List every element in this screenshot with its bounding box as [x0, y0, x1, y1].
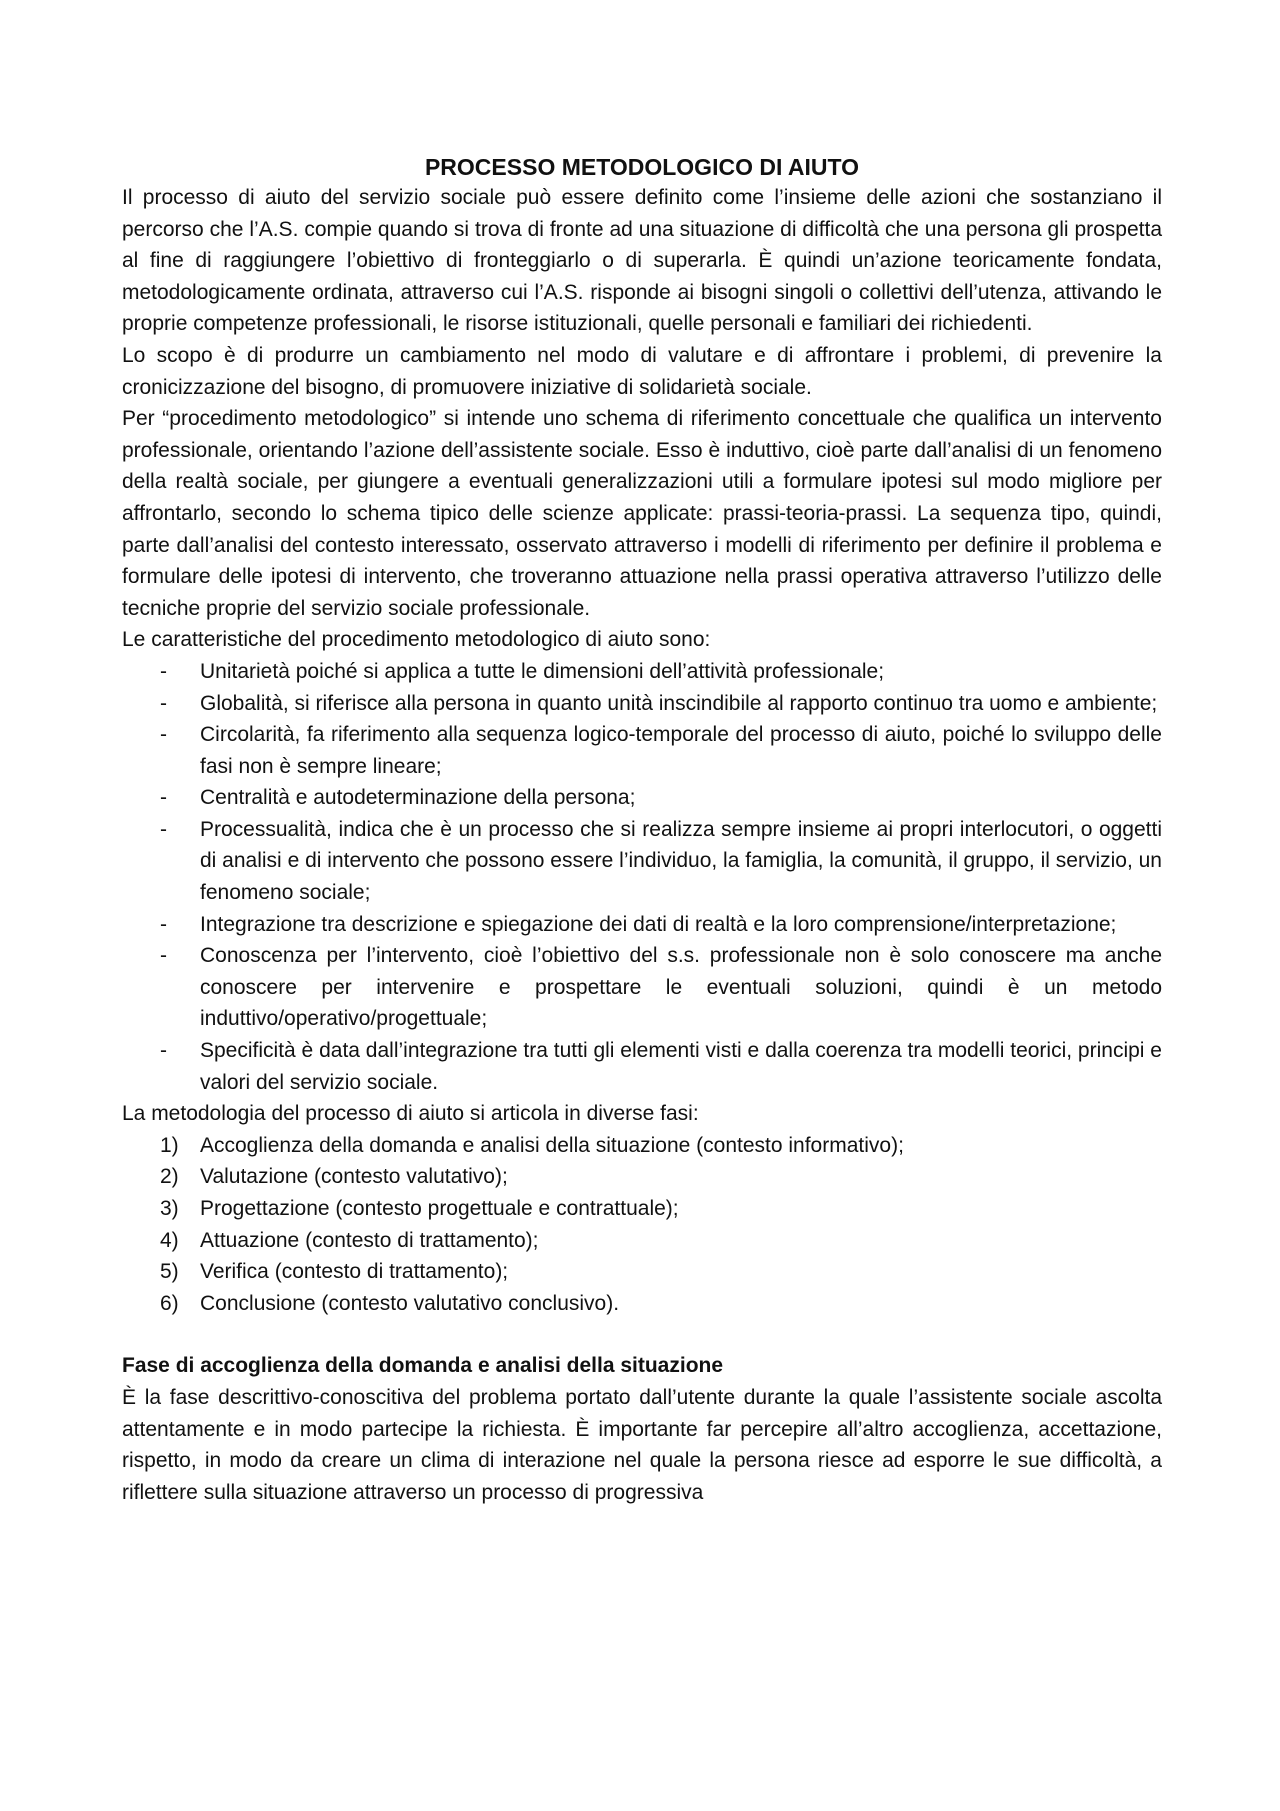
phase-item	[122, 1193, 1162, 1225]
phase-item	[122, 1256, 1162, 1288]
paragraph-definition: Il processo di aiuto del servizio sociale può essere definito come l’insieme delle azioni che sostanziano il percorso che l’A.S. compie quando si trova di fronte ad una situazione di difficoltà che una persona gli prospetta al fine di raggiungere l’obiettivo di fronteggiarlo o di superarla. È quindi un’azione teoricamente fondata, metodologicamente ordinata, attraverso cui l’A.S. risponde ai bisogni singoli o collettivi dell’utenza, attivando le proprie competenze professionali, le risorse istituzionali, quelle personali e familiari dei richiedenti.	[122, 186, 1162, 336]
list-item	[122, 688, 1162, 720]
phase-item	[122, 1288, 1162, 1320]
list-item-text: Integrazione tra descrizione e spiegazione dei dati di realtà e la loro comprensione/interpretazione;	[200, 912, 1117, 936]
section-paragraph: È la fase descrittivo-conoscitiva del problema portato dall’utente durante la quale l’assistente sociale ascolta attentamente e in modo partecipe la richiesta. È importante far percepire all’altro accoglienza, accettazione, rispetto, in modo da creare un clima di interazione nel quale la persona riesce ad esporre le sue difficoltà, a riflettere sulla situazione attraverso un processo di progressiva	[122, 1385, 1162, 1504]
dash-bullet: -	[160, 817, 167, 841]
characteristics-list	[122, 656, 1162, 1098]
list-item	[122, 1035, 1162, 1098]
list-item	[122, 782, 1162, 814]
list-item	[122, 909, 1162, 941]
dash-bullet: -	[160, 786, 167, 810]
dash-bullet: -	[160, 691, 167, 715]
dash-bullet: -	[160, 723, 167, 747]
list-item-text: Circolarità, fa riferimento alla sequenza logico-temporale del processo di aiuto, poiché lo sviluppo delle fasi non è sempre lineare;	[200, 723, 1162, 778]
phase-number: 6)	[160, 1291, 179, 1315]
list-item-text: Conoscenza per l’intervento, cioè l’obiettivo del s.s. professionale non è solo conoscere ma anche conoscere per intervenire e prospettare le eventuali soluzioni, quindi è un metodo induttivo/operativo/progettuale;	[200, 944, 1162, 1031]
phase-item	[122, 1130, 1162, 1162]
phase-text: Progettazione (contesto progettuale e contrattuale);	[200, 1197, 679, 1220]
list-item	[122, 814, 1162, 909]
paragraph-characteristics-intro: Le caratteristiche del procedimento metodologico di aiuto sono:	[122, 628, 711, 652]
dash-bullet: -	[160, 944, 167, 968]
phase-text: Conclusione (contesto valutativo conclusivo).	[200, 1291, 620, 1315]
paragraph-method: Per “procedimento metodologico” si intende uno schema di riferimento concettuale che qualifica un intervento professionale, orientando l’azione dell’assistente sociale. Esso è induttivo, cioè parte dall’analisi di un fenomeno della realtà sociale, per giungere a eventuali generalizzazioni utili a formulare ipotesi sul modo migliore per affrontarlo, secondo lo schema tipico delle scienze applicate: prassi-teoria-prassi. La sequenza tipo, quindi, parte dall’analisi del contesto interessato, osservato attraverso i modelli di riferimento per definire il problema e formulare delle ipotesi di intervento, che troveranno attuazione nella prassi operativa attraverso l’utilizzo delle tecniche proprie del servizio sociale professionale.	[122, 407, 1162, 620]
section-heading: Fase di accoglienza della domanda e analisi della situazione	[122, 1354, 724, 1378]
document-page	[122, 152, 1162, 1508]
list-item	[122, 940, 1162, 1035]
dash-bullet: -	[160, 912, 167, 936]
phase-text: Accoglienza della domanda e analisi della situazione (contesto informativo);	[200, 1133, 904, 1157]
list-item	[122, 719, 1162, 782]
list-item-text: Specificità è data dall’integrazione tra tutti gli elementi visti e dalla coerenza tra modelli teorici, principi e valori del servizio sociale.	[200, 1039, 1162, 1094]
phase-number: 5)	[160, 1260, 179, 1284]
phase-number: 1)	[160, 1133, 179, 1157]
phase-text: Verifica (contesto di trattamento);	[200, 1260, 509, 1284]
phases-list	[122, 1130, 1162, 1320]
phase-number: 2)	[160, 1165, 179, 1189]
paragraph-phases-intro: La metodologia del processo di aiuto si articola in diverse fasi:	[122, 1102, 699, 1126]
list-item-text: Globalità, si riferisce alla persona in quanto unità inscindibile al rapporto continuo tra uomo e ambiente;	[200, 691, 1158, 715]
phase-text: Valutazione (contesto valutativo);	[200, 1165, 508, 1189]
list-item-text: Unitarietà poiché si applica a tutte le dimensioni dell’attività professionale;	[200, 659, 885, 683]
phase-text: Attuazione (contesto di trattamento);	[200, 1228, 539, 1252]
paragraph-purpose: Lo scopo è di produrre un cambiamento nel modo di valutare e di affrontare i problemi, di prevenire la cronicizzazione del bisogno, di promuovere iniziative di solidarietà sociale.	[122, 343, 1162, 399]
document-title: PROCESSO METODOLOGICO DI AIUTO	[424, 154, 860, 180]
phase-number: 3)	[160, 1197, 179, 1220]
phase-item	[122, 1225, 1162, 1257]
phase-number: 4)	[160, 1228, 179, 1252]
phase-item	[122, 1161, 1162, 1193]
dash-bullet: -	[160, 1039, 167, 1063]
list-item-text: Centralità e autodeterminazione della persona;	[200, 786, 636, 810]
dash-bullet: -	[160, 659, 167, 683]
list-item	[122, 656, 1162, 688]
list-item-text: Processualità, indica che è un processo che si realizza sempre insieme ai propri interlocutori, o oggetti di analisi e di intervento che possono essere l’individuo, la famiglia, la comunità, il gruppo, il servizio, un fenomeno sociale;	[200, 817, 1162, 905]
